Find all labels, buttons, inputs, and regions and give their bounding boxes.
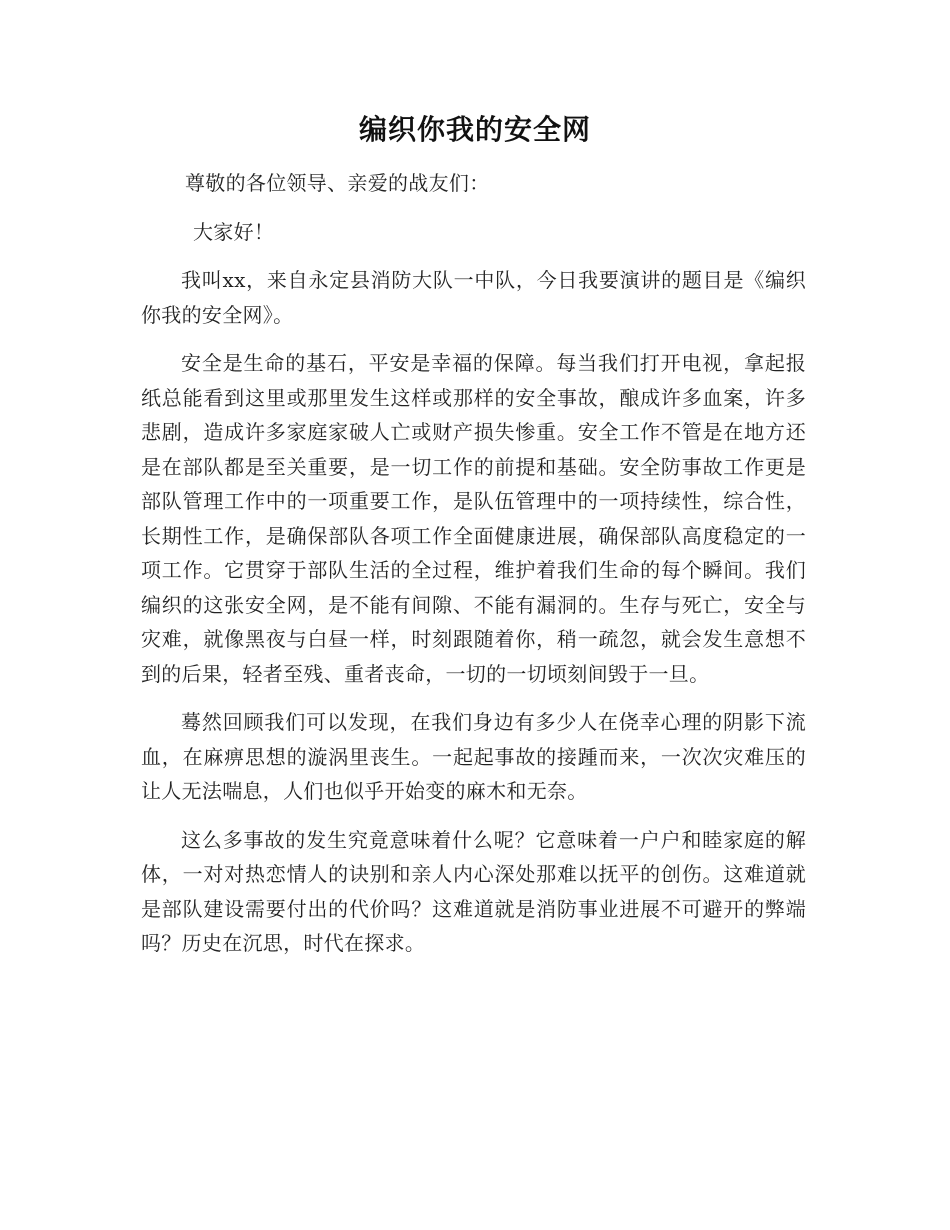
salutation: 尊敬的各位领导、亲爱的战友们： [185,171,490,195]
paragraph-safety-importance: 安全是生命的基石，平安是幸福的保障。每当我们打开电视，拿起报纸总能看到这里或那里发生这样或那样的安全事故，酿成许多血案，许多悲剧，造成许多家庭家破人亡或财产损失惨重。安全工作不管是在地方还是在部队都是至关重要，是一切工作的前提和基础。安全防事故工作更是部队管理工作中的一项重要工作，是队伍管理中的一项持续性，综合性，长期性工作，是确保部队各项工作全面健康进展，确保部队高度稳定的一项工作。它贯穿于部队生活的全过程，维护着我们生命的每个瞬间。我们编织的这张安全网，是不能有间隙、不能有漏洞的。生存与死亡，安全与灾难，就像黑夜与白昼一样，时刻跟随着你，稍一疏忽，就会发生意想不到的后果，轻者至残、重者丧命，一切的一切顷刻间毁于一旦。 [141,351,806,686]
paragraph-consequences: 这么多事故的发生究竟意味着什么呢？它意味着一户户和睦家庭的解体，一对对热恋情人的诀别和亲人内心深处那难以抚平的创伤。这难道就是部队建设需要付出的代价吗？这难道就是消防事业进展不可避开的弊端吗？历史在沉思，时代在探求。 [141,827,806,955]
document-title: 编织你我的安全网 [358,113,591,146]
greeting: 大家好！ [193,219,275,244]
document-body [141,166,806,975]
paragraph-reflection: 蓦然回顾我们可以发现，在我们身边有多少人在侥幸心理的阴影下流血，在麻痹思想的漩涡里丧生。一起起事故的接踵而来，一次次灾难压的让人无法喘息，人们也似乎开始变的麻木和无奈。 [141,710,806,803]
paragraph-introduction: 我叫xx，来自永定县消防大队一中队，今日我要演讲的题目是《编织你我的安全网》。 [141,268,806,327]
